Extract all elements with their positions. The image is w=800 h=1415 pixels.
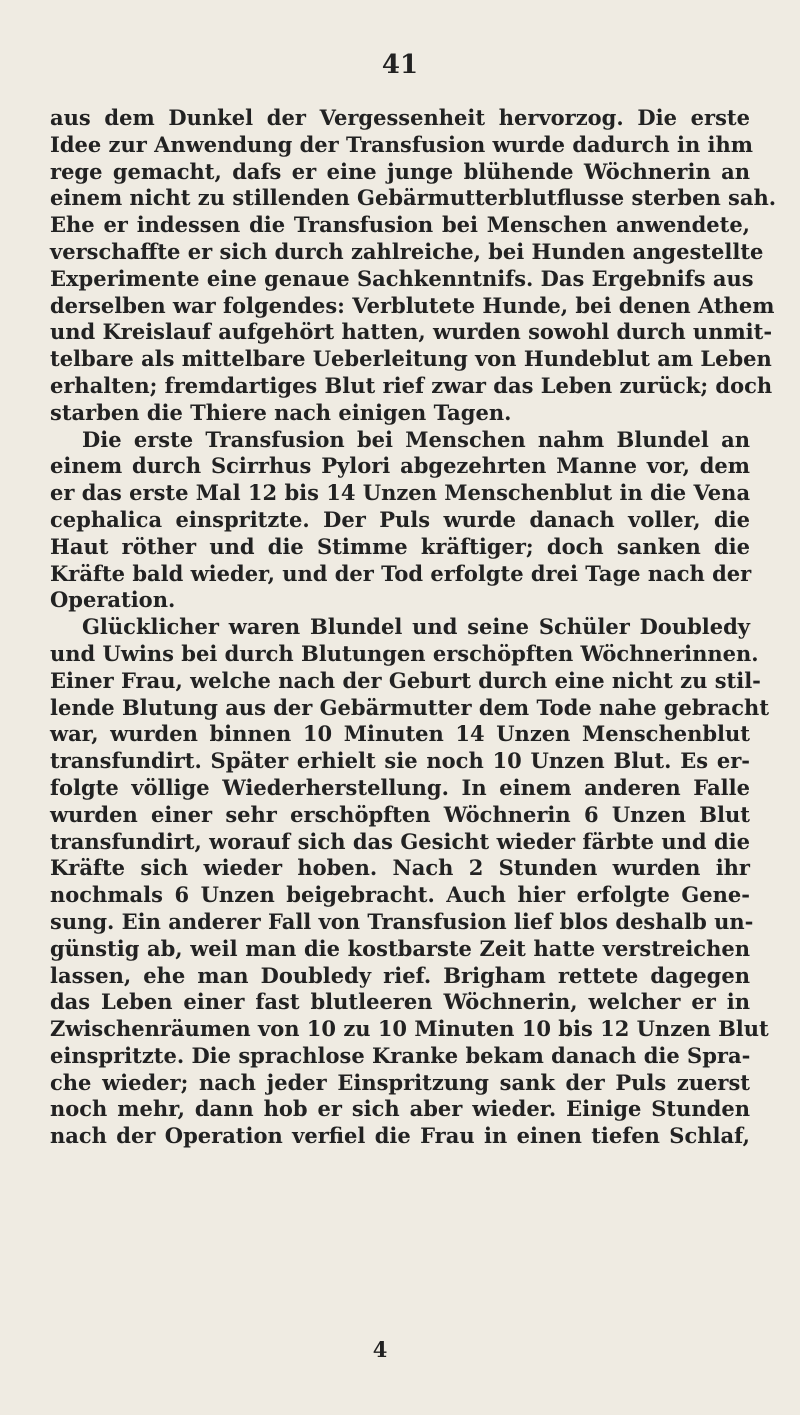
body-text xyxy=(50,105,777,1150)
text-line: folgte völlige Wiederherstellung. In einem anderen Falle xyxy=(50,774,750,800)
text-line: war, wurden binnen 10 Minuten 14 Unzen Menschenblut xyxy=(50,721,750,747)
text-line: Einer Frau, welche nach der Geburt durch eine nicht zu stil- xyxy=(50,667,761,693)
text-line: Idee zur Anwendung der Transfusion wurde dadurch in ihm xyxy=(50,131,754,157)
text-line: transfundirt, worauf sich das Gesicht wieder färbte und die xyxy=(50,828,750,854)
text-line: und Kreislauf aufgehört hatten, wurden sowohl durch unmit- xyxy=(50,319,773,345)
text-line: che wieder; nach jeder Einspritzung sank der Puls zuerst xyxy=(50,1069,750,1095)
text-line: Die erste Transfusion bei Menschen nahm Blundel an xyxy=(82,426,750,452)
text-line: einspritzte. Die sprachlose Kranke bekam danach die Spra- xyxy=(50,1042,751,1068)
text-line: Operation. xyxy=(50,587,176,613)
text-line: Kräfte sich wieder hoben. Nach 2 Stunden wurden ihr xyxy=(50,855,750,881)
text-line: telbare als mittelbare Ueberleitung von Hundeblut am Leben xyxy=(50,346,772,372)
text-line: erhalten; fremdartiges Blut rief zwar das Leben zurück; doch xyxy=(50,372,773,398)
text-line: lende Blutung aus der Gebärmutter dem Tode nahe gebracht xyxy=(50,694,770,720)
text-line: transfundirt. Später erhielt sie noch 10 Unzen Blut. Es er- xyxy=(50,748,750,774)
page-number: 41 xyxy=(381,50,419,80)
text-line: aus dem Dunkel der Vergessenheit hervorzog. Die erste xyxy=(50,105,750,130)
text-line: das Leben einer fast blutleeren Wöchnerin, welcher er in xyxy=(50,989,750,1015)
text-line: noch mehr, dann hob er sich aber wieder. Einige Stunden xyxy=(50,1096,750,1122)
text-line: rege gemacht, dafs er eine junge blühende Wöchnerin an xyxy=(50,158,750,184)
text-line: Kräfte bald wieder, und der Tod erfolgte drei Tage nach der xyxy=(50,560,752,586)
text-line: derselben war folgendes: Verblutete Hunde, bei denen Athem xyxy=(50,292,775,318)
text-line: Haut röther und die Stimme kräftiger; doch sanken die xyxy=(50,533,750,559)
text-line: cephalica einspritzte. Der Puls wurde danach voller, die xyxy=(50,506,750,532)
text-line: starben die Thiere nach einigen Tagen. xyxy=(50,399,512,425)
text-line: lassen, ehe man Doubledy rief. Brigham rettete dagegen xyxy=(50,962,750,988)
text-line: Ehe er indessen die Transfusion bei Menschen anwendete, xyxy=(50,212,750,238)
text-line: nochmals 6 Unzen beigebracht. Auch hier erfolgte Gene- xyxy=(50,882,750,908)
text-line: einem nicht zu stillenden Gebärmutterblutflusse sterben sah. xyxy=(50,185,777,211)
text-line: sung. Ein anderer Fall von Transfusion lief blos deshalb un- xyxy=(50,908,754,934)
text-line: günstig ab, weil man die kostbarste Zeit hatte verstreichen xyxy=(50,935,750,961)
signature-mark: 4 xyxy=(372,1337,388,1362)
text-line: und Uwins bei durch Blutungen erschöpften Wöchnerinnen. xyxy=(50,640,759,666)
text-line: nach der Operation verfiel die Frau in einen tiefen Schlaf, xyxy=(50,1123,750,1149)
text-line: wurden einer sehr erschöpften Wöchnerin 6 Unzen Blut xyxy=(50,801,750,827)
text-line: Glücklicher waren Blundel und seine Schüler Doubledy xyxy=(82,614,750,640)
text-line: einem durch Scirrhus Pylori abgezehrten Manne vor, dem xyxy=(50,453,750,479)
text-line: er das erste Mal 12 bis 14 Unzen Menschenblut in die Vena xyxy=(50,480,751,506)
text-line: verschaffte er sich durch zahlreiche, bei Hunden angestellte xyxy=(50,238,764,264)
text-line: Zwischenräumen von 10 zu 10 Minuten 10 bis 12 Unzen Blut xyxy=(50,1016,769,1042)
text-line: Experimente eine genaue Sachkenntnifs. Das Ergebnifs aus xyxy=(50,265,754,291)
